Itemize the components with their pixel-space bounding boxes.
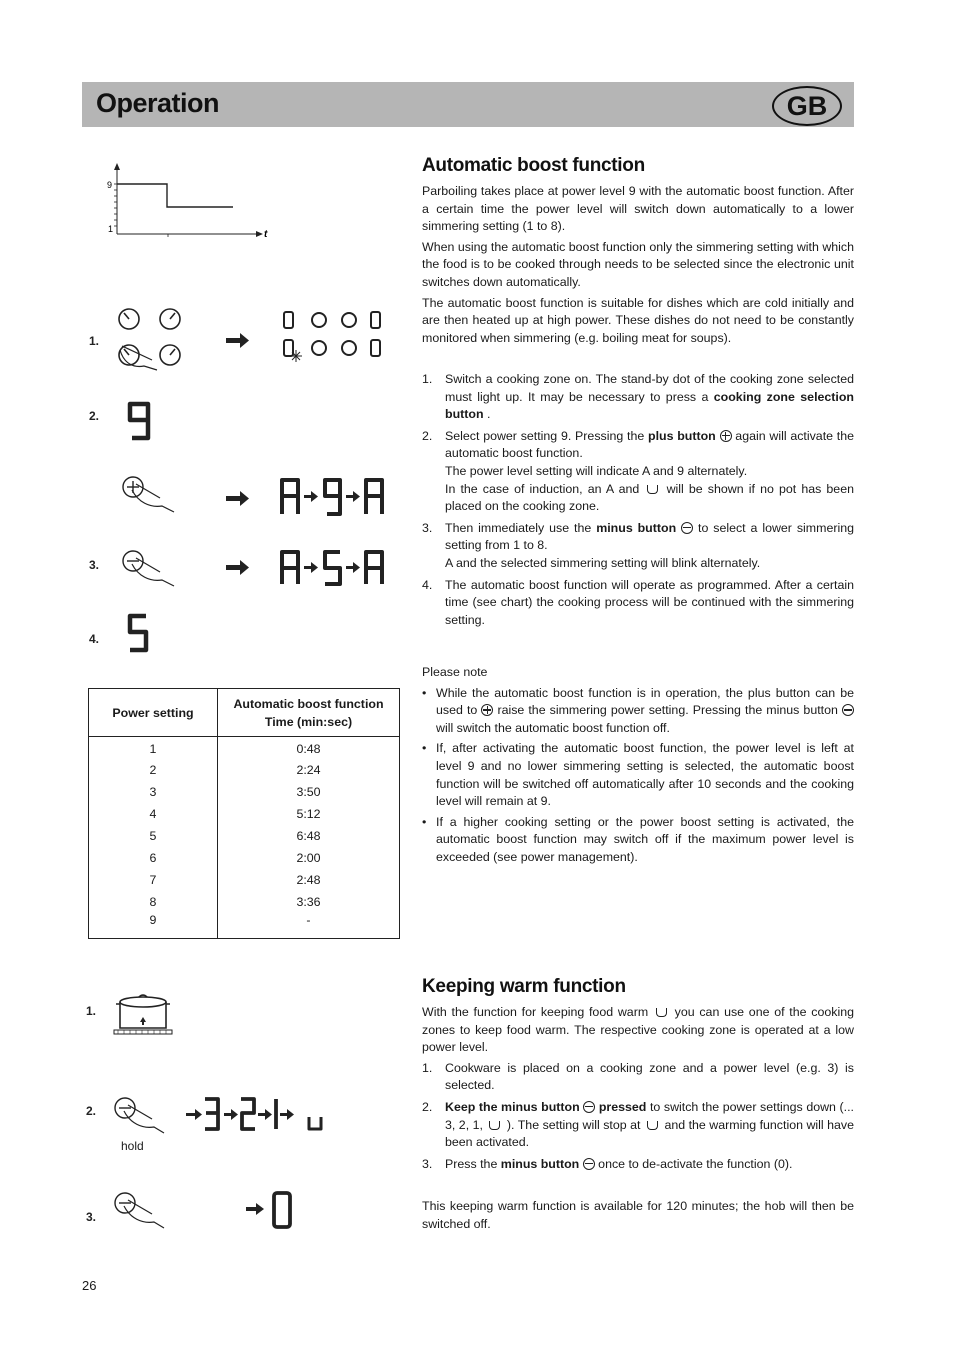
note-item: • If a higher cooking setting or the power boost setting is activated, the automatic boost function may switch off if the maximum power level is exceeded (see power management). [422,814,854,864]
display-nine-icon [124,398,154,446]
table-row: 9 - [89,913,400,939]
table-row: 5 6:48 [89,825,400,847]
section-header [82,82,854,127]
boost-step-1: 1. Switch a cooking zone on. The stand-by dot of the cooking zone selected must light up. It may be necessary to press a cooking zone selection button . [422,372,854,422]
display-five-icon [124,612,154,656]
note-item: • While the automatic boost function is in operation, the plus button can be used to raise the simmering power setting. Pressing the minus button will switch the automatic boost function off. [422,685,854,735]
minus-hold-illustration [112,1093,332,1145]
note-title: Please note [422,665,488,679]
zone-selection-illustration [112,302,402,372]
minus-select-illustration [118,544,408,602]
minus-icon [842,704,854,716]
chart-y-low: 1 [108,224,114,234]
page-title: Operation [96,88,220,118]
table-row: 8 3:36 [89,891,400,913]
plus-activate-illustration [118,470,408,528]
left-step-1: 1. [89,334,100,348]
boost-intro-3: The automatic boost function is suitable for dishes which are cold initially and are then heated up at high power. These dishes do not need to be constantly monitored when simmering (e.g. boiling meat for soups). [422,295,854,345]
keep-warm-icon [656,1008,667,1017]
boost-time-chart [100,160,280,245]
boost-section [422,155,854,350]
warm-step-1: 1. Cookware is placed on a cooking zone and a power level (e.g. 3) is selected. [422,1060,854,1093]
left-step-3: 3. [89,558,100,572]
boost-step-2: 2. Select power setting 9. Pressing the plus button again will activate the automatic boost function. The power level setting will indicate A and 9 alternately. In the case of induction, an A and will be shown if no pot has been placed on the cooking zone. [422,428,855,514]
left-step-4: 4. [89,632,100,646]
minus-icon [681,522,693,534]
table-row: 2 2:24 [89,759,400,781]
cookware-pot-icon [112,990,178,1038]
plus-icon [481,704,493,716]
boost-notes [422,664,854,870]
left-step-2: 2. [89,409,100,423]
page-number: 26 [82,1278,97,1293]
boost-step-3: 3. Then immediately use the minus button to select a lower simmering setting from 1 to 8. A and the selected simmering setting will blink alternately. [422,520,854,570]
warm-left-step-1: 1. [86,1004,97,1018]
boost-steps [422,371,854,633]
boost-heading: Automatic boost function [422,155,645,176]
minus-off-illustration [112,1188,312,1236]
minus-icon [583,1101,595,1113]
table-row: 1 0:48 [89,737,400,759]
table-header-power: Power setting [89,689,218,737]
warm-heading: Keeping warm function [422,976,626,997]
boost-intro-1: Parboiling takes place at power level 9 with the automatic boost function. After a certain time the power level will switch down automatically to a lower simmering setting (1 to 8). [422,184,854,234]
table-row: 3 3:50 [89,781,400,803]
boost-intro-2: When using the automatic boost function only the simmering setting with which the food is to be cooked through needs to be selected since the electronic unit switches down automatically. [422,239,854,289]
minus-icon [583,1158,595,1170]
keep-warm-icon [647,1121,658,1130]
chart-y-high: 9 [107,180,113,190]
language-badge: GB [772,86,842,126]
blink-icon [290,350,302,362]
boost-step-4: 4. The automatic boost function will operate as programmed. After a certain time (see chart) the cooking process will be continued with the simmering setting. [422,577,854,627]
no-pot-icon [647,485,658,494]
warm-intro: With the function for keeping food warm you can use one of the cooking zones to keep food warm. The respective cooking zone is operated at a low power level. [422,1005,854,1055]
chart-x-label: t [264,229,268,240]
hold-label: hold [121,1139,144,1153]
table-row: 6 2:00 [89,847,400,869]
keep-warm-icon [489,1121,500,1130]
plus-icon [720,430,732,442]
table-header-time: Automatic boost function Time (min:sec) [218,689,400,737]
note-item: • If, after activating the automatic boost function, the power level is left at level 9 and no lower simmering setting is selected, the automatic boost function will be switched off automatically after 10 seconds and the cooking level will remain at 9. [422,741,854,809]
boost-time-table [88,688,400,939]
arrow-icon [226,333,249,348]
warm-section [422,976,854,1177]
table-row: 4 5:12 [89,803,400,825]
warm-left-step-2: 2. [86,1104,97,1118]
warm-left-step-3: 3. [86,1210,97,1224]
warm-step-2: 2. Keep the minus button pressed to switch the power settings down (... 3, 2, 1, ). The setting will stop at and the warming function will have been activated. [422,1099,855,1150]
warm-step-3: 3. Press the minus button once to de-activate the function (0). [422,1156,793,1171]
table-row: 7 2:48 [89,869,400,891]
warm-footer: This keeping warm function is available for 120 minutes; the hob will then be switched off. [422,1199,854,1231]
